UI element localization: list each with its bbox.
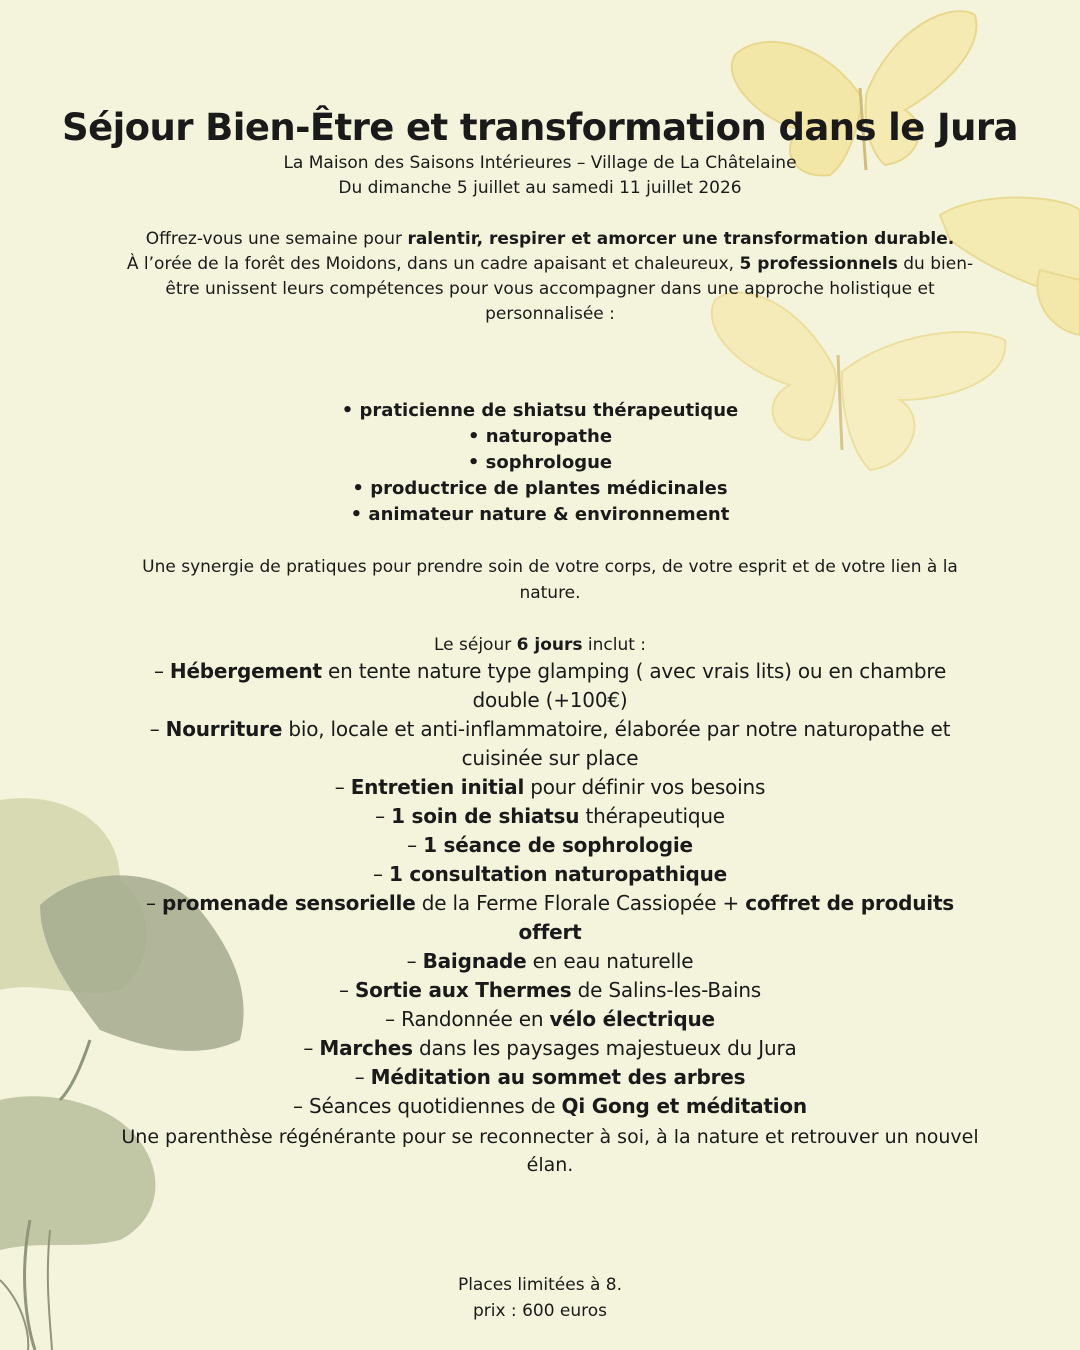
intro-paragraph: Offrez-vous une semaine pour ralentir, respirer et amorcer une transformation durable. À l’orée de la forêt des Moidons, dans un cadre apaisant et chaleureux, 5 professionnels du bien-être unissent leurs compétences pour vous accompagner dans une approche holistique et personnalisée : bbox=[115, 227, 985, 327]
includes-heading: Le séjour 6 jours inclut : bbox=[433, 635, 647, 655]
list-item: – Sortie aux Thermes de Salins-les-Bains bbox=[338, 978, 762, 1002]
list-item: – Entretien initial pour définir vos besoins bbox=[334, 775, 766, 799]
location-line: La Maison des Saisons Intérieures – Village de La Châtelaine bbox=[283, 153, 797, 173]
list-item: – 1 soin de shiatsu thérapeutique bbox=[375, 804, 725, 828]
list-item: • animateur nature & environnement bbox=[350, 504, 730, 525]
professionals-count: 5 professionnels bbox=[739, 254, 898, 274]
list-item: – Marches dans les paysages majestueux du Jura bbox=[303, 1036, 797, 1060]
list-item: • productrice de plantes médicinales bbox=[352, 478, 728, 499]
closing-paragraph: Une parenthèse régénérante pour se reconnecter à soi, à la nature et retrouver un nouvel élan. bbox=[121, 1126, 979, 1176]
places-limit: Places limitées à 8. bbox=[457, 1275, 623, 1295]
list-item: – Baignade en eau naturelle bbox=[406, 949, 694, 973]
list-item: • praticienne de shiatsu thérapeutique bbox=[341, 400, 739, 421]
list-item: – Randonnée en vélo électrique bbox=[385, 1007, 715, 1031]
list-item: – Méditation au sommet des arbres bbox=[354, 1065, 746, 1089]
list-item: • sophrologue bbox=[467, 452, 613, 473]
dates-line: Du dimanche 5 juillet au samedi 11 juillet 2026 bbox=[338, 178, 742, 198]
list-item: – Séances quotidiennes de Qi Gong et méditation bbox=[293, 1094, 807, 1118]
intro-highlight: ralentir, respirer et amorcer une transformation durable. bbox=[407, 229, 955, 249]
booking-info bbox=[0, 1272, 1080, 1324]
list-item: – Hébergement en tente nature type glamping ( avec vrais lits) ou en chambre double (+100€) bbox=[153, 659, 947, 712]
price: prix : 600 euros bbox=[472, 1301, 608, 1321]
list-item: – Nourriture bio, locale et anti-inflammatoire, élaborée par notre naturopathe et cuisinée sur place bbox=[149, 717, 951, 770]
page-title: Séjour Bien-Être et transformation dans le Jura bbox=[62, 106, 1018, 149]
synergy-paragraph: Une synergie de pratiques pour prendre soin de votre corps, de votre esprit et de votre lien à la nature. bbox=[142, 557, 958, 603]
list-item: – 1 consultation naturopathique bbox=[372, 862, 728, 886]
professionals-list bbox=[0, 398, 1080, 528]
list-item: – promenade sensorielle de la Ferme Florale Cassiopée + coffret de produits offert bbox=[145, 891, 955, 944]
list-item: – 1 séance de sophrologie bbox=[407, 833, 693, 857]
includes-list bbox=[120, 657, 980, 1121]
list-item: • naturopathe bbox=[467, 426, 613, 447]
intro-line-1: Offrez-vous une semaine pour ralentir, respirer et amorcer une transformation durable. bbox=[145, 229, 955, 249]
